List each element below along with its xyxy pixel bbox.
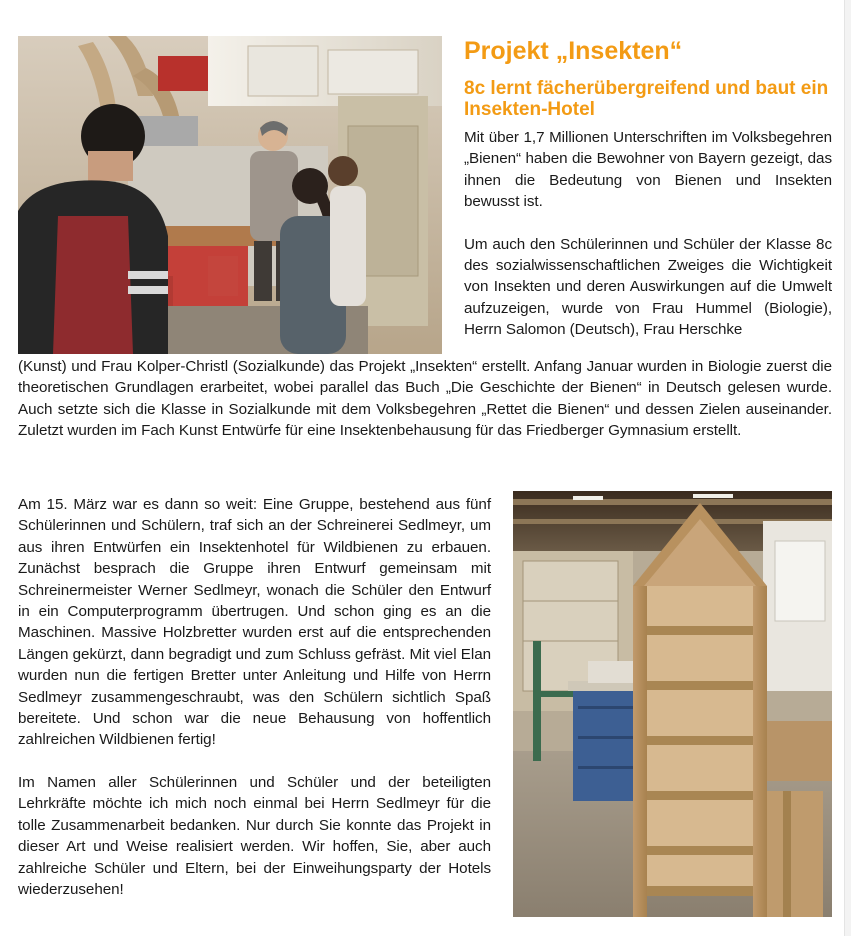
- article-body-column: [18, 494, 491, 900]
- article-title: Projekt „Insekten“: [464, 37, 683, 65]
- paragraph-project-continuation-block: [18, 356, 832, 442]
- page-edge: [844, 0, 851, 936]
- article-subtitle: 8c lernt fächerübergreifend und baut ein Insekten-Hotel: [464, 78, 829, 120]
- paragraph-project-continuation: (Kunst) und Frau Kolper-Christl (Sozialkunde) das Projekt „Insekten“ erstellt. Anfang Januar wurden in Biologie zuerst die theoretischen Grundlagen erarbeitet, wobei parallel das Buch „Die Geschichte der Bienen“ in Deutsch gelesen wurde. Auch setzte sich die Klasse in Sozialkunde mit dem Volksbegehren „Rettet die Bienen“ und dessen Zielen auseinander. Zuletzt wurden im Fach Kunst Entwürfe für eine Insektenbehausung für das Friedberger Gymnasium erstellt.: [18, 358, 832, 440]
- paragraph-project-intro: Um auch den Schülerinnen und Schüler der Klasse 8c des sozialwissenschaftlichen Zweiges die Wichtigkeit von Insekten und deren Auswirkungen auf die Umwelt aufzuzeigen, wurde von Frau Hummel (Biologie), Herrn Salomon (Deutsch), Frau Herschke: [464, 235, 832, 339]
- insect-hotel-photo: [513, 491, 832, 917]
- article-header-column: [464, 36, 832, 341]
- workshop-students-photo: [18, 36, 442, 354]
- paragraph-workshop-day: Am 15. März war es dann so weit: Eine Gruppe, bestehend aus fünf Schülerinnen und Schülern, traf sich an der Schreinerei Sedlmeyr, um aus ihren Entwürfen ein Insektenhotel für Wildbienen zu erbauen. Zunächst besprach die Gruppe ihren Entwurf gemeinsam mit Schreinermeister Werner Sedlmeyr, wonach die Schüler den Entwurf in ein Computerprogramm übertrugen. Und schon ging es an die Maschinen. Massive Holzbretter wurden erst auf die entsprechenden Längen gekürzt, dann begradigt und zum Schluss gefräst. Mit viel Elan wurden nun die fertigen Bretter unter Anleitung und Hilfe von Herrn Sedlmeyr zusammengeschraubt, was den Schülern sichtlich Spaß bereitete. Und schon war die neue Behausung von hoffentlich zahlreichen Wildbienen fertig!: [18, 496, 491, 749]
- paragraph-thanks: Im Namen aller Schülerinnen und Schüler und der beteiligten Lehrkräfte möchte ich mich noch einmal bei Herrn Sedlmeyr für die tolle Zusammenarbeit bedanken. Nur durch Sie konnte das Projekt in dieser Art und Weise realisiert werden. Wir hoffen, Sie, aber auch zahlreiche Schüler und Eltern, bei der Einweihungsparty der Hotels wiederzusehen!: [18, 773, 491, 898]
- paragraph-volksbegehren: Mit über 1,7 Millionen Unterschriften im Volksbegehren „Bienen“ haben die Bewohner von Bayern gezeigt, das ihnen die Bedeutung von Bienen und Insekten bewusst ist.: [464, 129, 832, 211]
